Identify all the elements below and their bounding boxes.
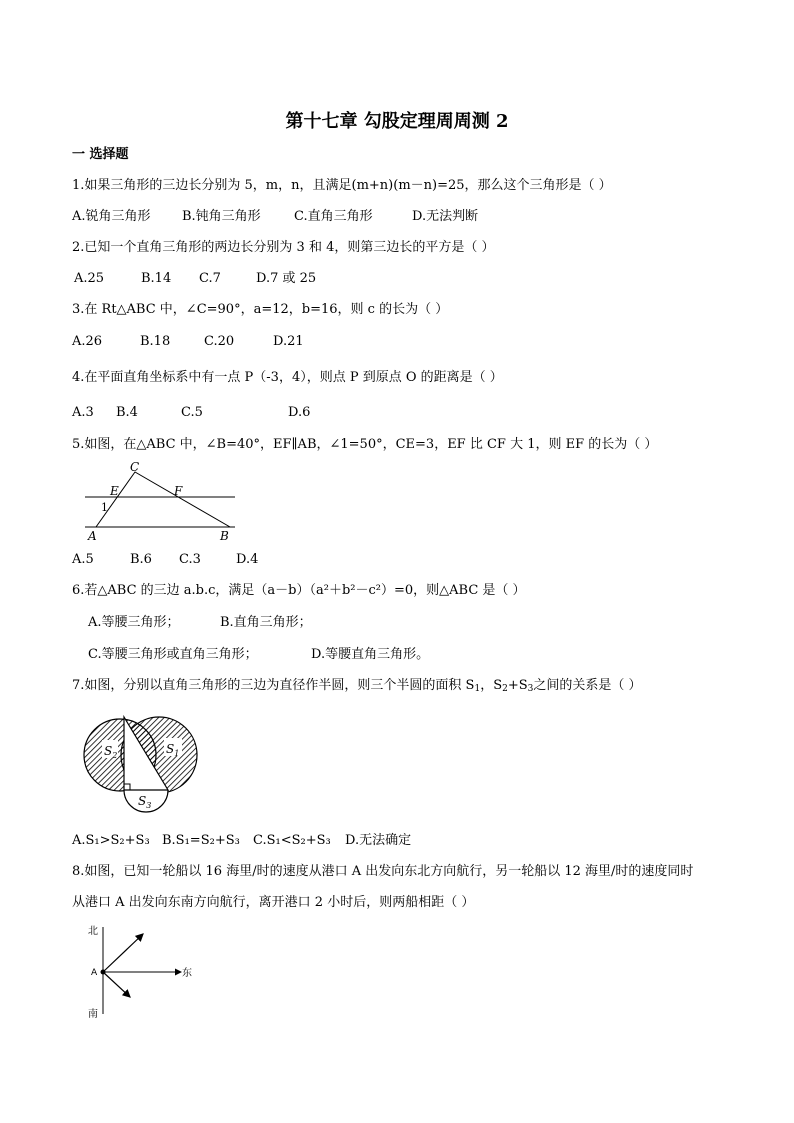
option-a: A.25 — [74, 271, 105, 286]
option-a: A.等腰三角形； — [88, 615, 180, 630]
option-b: B.18 — [140, 334, 171, 349]
question-5-stem: 5.如图，在△ABC 中，∠B=40°，EF∥AB，∠1=50°，CE=3，EF 比 CF 大 1，则 EF 的长为（ ） — [72, 437, 658, 452]
option-c: C.等腰三角形或直角三角形； — [88, 647, 258, 662]
label-s3: $S_3$ — [138, 794, 152, 810]
option-c: C.20 — [204, 334, 235, 349]
label-angle-1: 1 — [101, 501, 108, 514]
option-a: A.5 — [72, 552, 94, 567]
label-s2: $S_2$ — [104, 744, 118, 760]
question-8-stem-line2: 从港口 A 出发向东南方向航行，离开港口 2 小时后，则两船相距（ ） — [72, 895, 475, 910]
option-b: B.直角三角形； — [220, 615, 312, 630]
label-a: A — [91, 968, 98, 978]
option-b: B.6 — [130, 552, 152, 567]
semicircles-figure — [80, 705, 205, 820]
option-b: B.4 — [116, 405, 138, 420]
section-heading: 一 选择题 — [72, 147, 129, 162]
question-4-stem: 4.在平面直角坐标系中有一点 P（-3，4），则点 P 到原点 O 的距离是（ ） — [72, 370, 503, 385]
option-a: A.S₁>S₂+S₃ — [72, 833, 150, 848]
triangle-figure — [80, 460, 240, 545]
southeast-arrow — [103, 972, 130, 997]
option-d: D.等腰直角三角形。 — [311, 647, 430, 662]
label-f: F — [174, 484, 183, 498]
option-b: B.钝角三角形 — [182, 209, 261, 224]
label-s1: $S_1$ — [166, 742, 180, 758]
option-c: C.3 — [179, 552, 201, 567]
option-d: D.6 — [288, 405, 311, 420]
page-title: 第十七章 勾股定理周周测 2 — [285, 111, 509, 132]
option-c: C.直角三角形 — [294, 209, 373, 224]
label-b: B — [220, 529, 229, 543]
option-d: D.4 — [236, 552, 259, 567]
label-e: E — [110, 484, 119, 498]
port-a-point — [101, 970, 106, 975]
question-2-stem: 2.已知一个直角三角形的两边长分别为 3 和 4，则第三边长的平方是（ ） — [72, 240, 495, 255]
question-3-stem: 3.在 Rt△ABC 中，∠C=90°，a=12，b=16，则 c 的长为（ ） — [72, 302, 449, 317]
label-north: 北 — [88, 926, 98, 937]
question-1-stem: 1.如果三角形的三边长分别为 5，m，n，且满足(m+n)(m－n)=25，那么这个三角形是（ ） — [72, 178, 612, 193]
option-b: B.S₁=S₂+S₃ — [162, 833, 240, 848]
option-d: D.无法判断 — [412, 209, 479, 224]
option-d: D.21 — [273, 334, 304, 349]
label-c: C — [130, 460, 140, 474]
question-8-stem-line1: 8.如图，已知一轮船以 16 海里/时的速度从港口 A 出发向东北方向航行，另一轮船以 12 海里/时的速度同时 — [72, 864, 694, 879]
option-a: A.3 — [72, 405, 94, 420]
label-east: 东 — [182, 968, 192, 979]
triangle-abc — [96, 472, 230, 527]
northeast-arrow — [103, 934, 143, 972]
option-b: B.14 — [141, 271, 172, 286]
compass-figure — [86, 922, 196, 1022]
label-south: 南 — [88, 1009, 98, 1020]
option-a: A.26 — [72, 334, 103, 349]
option-d: D.无法确定 — [345, 833, 412, 848]
option-c: C.5 — [181, 405, 203, 420]
option-d: D.7 或 25 — [256, 271, 317, 286]
option-c: C.7 — [199, 271, 221, 286]
option-a: A.锐角三角形 — [72, 209, 151, 224]
option-c: C.S₁<S₂+S₃ — [253, 833, 331, 848]
question-7-stem: 7.如图，分别以直角三角形的三边为直径作半圆，则三个半圆的面积 $S_1$，$S_2+S_3$之间的关系是（ ） — [72, 678, 642, 694]
question-6-stem: 6.若△ABC 的三边 a.b.c，满足（a－b）（a²＋b²－c²）=0，则△ABC 是（ ） — [72, 583, 526, 598]
label-a: A — [88, 529, 97, 543]
